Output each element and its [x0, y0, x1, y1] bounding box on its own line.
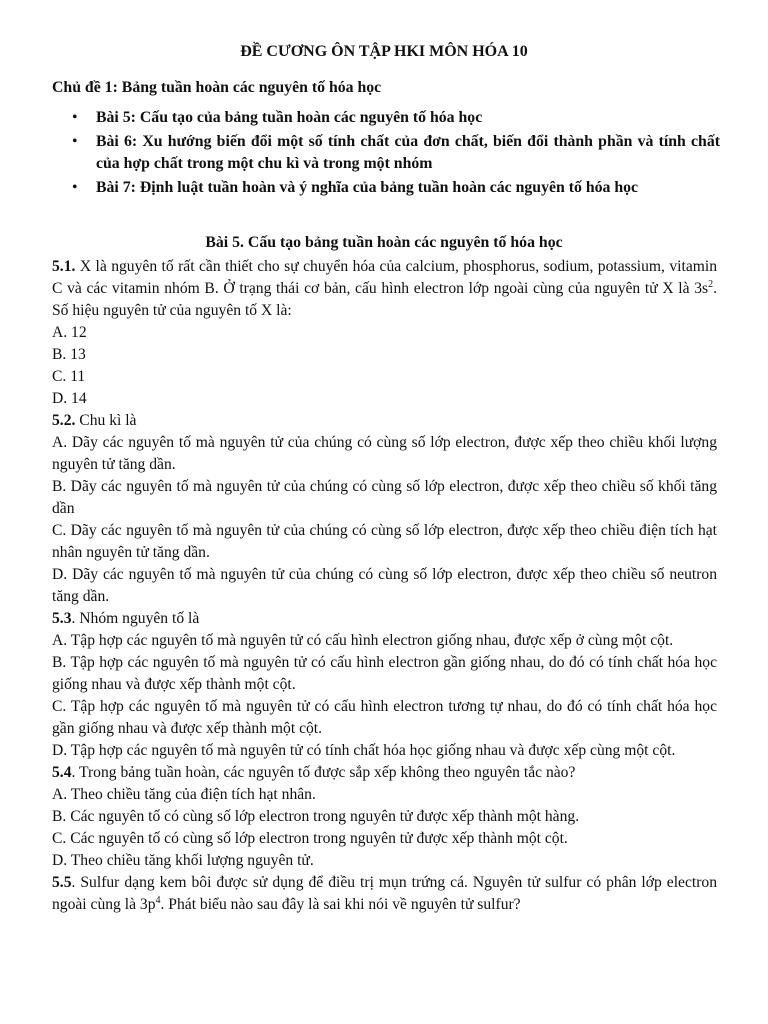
answer-option: D. 14 — [52, 390, 87, 407]
answer-option: C. Tập hợp các nguyên tố mà nguyên tử có cấu hình electron tương tự nhau, do đó có tính chất hóa học gần giống nhau và được xếp thành một cột. — [52, 698, 717, 737]
bullet-icon: • — [72, 132, 78, 150]
question — [52, 256, 717, 410]
question — [52, 608, 717, 762]
answer-option: B. Các nguyên tố có cùng số lớp electron trong nguyên tử được xếp thành một hàng. — [52, 808, 580, 825]
question-list — [52, 256, 717, 916]
answer-option: A. Tập hợp các nguyên tố mà nguyên tử có cấu hình electron giống nhau, được xếp ở cùng một cột. — [52, 632, 674, 649]
answer-option: D. Dãy các nguyên tố mà nguyên tử của chúng có cùng số lớp electron, được xếp theo chiều số neutron tăng dần. — [52, 566, 717, 605]
lesson-item — [52, 131, 720, 176]
stem-text: . Nhóm nguyên tố là — [71, 610, 200, 627]
question-stem — [52, 872, 717, 916]
document-title: ĐỀ CƯƠNG ÔN TẬP HKI MÔN HÓA 10 — [240, 43, 528, 60]
answer-option: B. Dãy các nguyên tố mà nguyên tử của chúng có cùng số lớp electron, được xếp theo chiều số khối tăng dần — [52, 478, 717, 517]
stem-text: . Phát biểu nào sau đây là sai khi nói về nguyên tử sulfur? — [160, 896, 521, 913]
lesson-text: Bài 5: Cấu tạo của bảng tuần hoàn các nguyên tố hóa học — [96, 109, 483, 126]
stem-text: X là nguyên tố rất cần thiết cho sự chuyển hóa của calcium, phosphorus, sodium, potassium, vitamin C và các vitamin nhóm B. Ở trạng thái cơ bản, cấu hình electron lớp ngoài cùng của nguyên tử X là 3s — [52, 258, 717, 297]
question-number: 5.2. — [52, 412, 76, 429]
lesson-text: Bài 6: Xu hướng biến đổi một số tính chất của đơn chất, biến đổi thành phần và tính chất của hợp chất trong một chu kì và trong một nhóm — [96, 132, 720, 172]
answer-option: C. Dãy các nguyên tố mà nguyên tử của chúng có cùng số lớp electron, được xếp theo chiều điện tích hạt nhân nguyên tử tăng dần. — [52, 522, 717, 561]
question-stem — [52, 762, 717, 784]
topic-heading: Chủ đề 1: Bảng tuần hoàn các nguyên tố hóa học — [52, 79, 382, 96]
question — [52, 762, 717, 872]
lesson-list — [52, 107, 720, 200]
answer-option: D. Theo chiều tăng khối lượng nguyên tử. — [52, 852, 314, 869]
superscript: 4 — [155, 894, 161, 906]
answer-option: C. 11 — [52, 368, 86, 385]
question-stem — [52, 410, 717, 432]
answer-option: A. Theo chiều tăng của điện tích hạt nhân. — [52, 786, 316, 803]
answer-option: B. Tập hợp các nguyên tố mà nguyên tử có cấu hình electron gần giống nhau, do đó có tính chất hóa học giống nhau và được xếp thành một cột. — [52, 654, 717, 693]
question-stem — [52, 608, 717, 630]
superscript: 2 — [708, 278, 714, 290]
lesson-item — [52, 177, 720, 200]
question — [52, 410, 717, 608]
answer-option: C. Các nguyên tố có cùng số lớp electron trong nguyên tử được xếp thành một cột. — [52, 830, 568, 847]
question-number: 5.3 — [52, 610, 72, 627]
section-title: Bài 5. Cấu tạo bảng tuần hoàn các nguyên tố hóa học — [205, 234, 563, 251]
question-number: 5.4 — [52, 764, 72, 781]
lesson-item — [52, 107, 720, 130]
answer-option: B. 13 — [52, 346, 86, 363]
answer-option: A. 12 — [52, 324, 87, 341]
bullet-icon: • — [72, 178, 78, 196]
lesson-text: Bài 7: Định luật tuần hoàn và ý nghĩa của bảng tuần hoàn các nguyên tố hóa học — [96, 178, 639, 196]
question — [52, 872, 717, 916]
stem-text: . Trong bảng tuần hoàn, các nguyên tố được sắp xếp không theo nguyên tắc nào? — [71, 764, 576, 781]
answer-option: A. Dãy các nguyên tố mà nguyên tử của chúng có cùng số lớp electron, được xếp theo chiều khối lượng nguyên tử tăng dần. — [52, 434, 717, 473]
stem-text: . Sulfur dạng kem bôi được sử dụng để điều trị mụn trứng cá. Nguyên tử sulfur có phân lớp electron ngoài cùng là 3p — [52, 874, 717, 913]
question-number: 5.5 — [52, 874, 72, 891]
bullet-icon: • — [72, 109, 78, 126]
question-number: 5.1. — [52, 258, 76, 275]
stem-text: Chu kì là — [79, 412, 137, 429]
answer-option: D. Tập hợp các nguyên tố mà nguyên tử có tính chất hóa học giống nhau và được xếp cùng một cột. — [52, 742, 676, 759]
question-stem — [52, 256, 717, 322]
stem-text: . Số hiệu nguyên tử của nguyên tố X là: — [52, 280, 717, 319]
